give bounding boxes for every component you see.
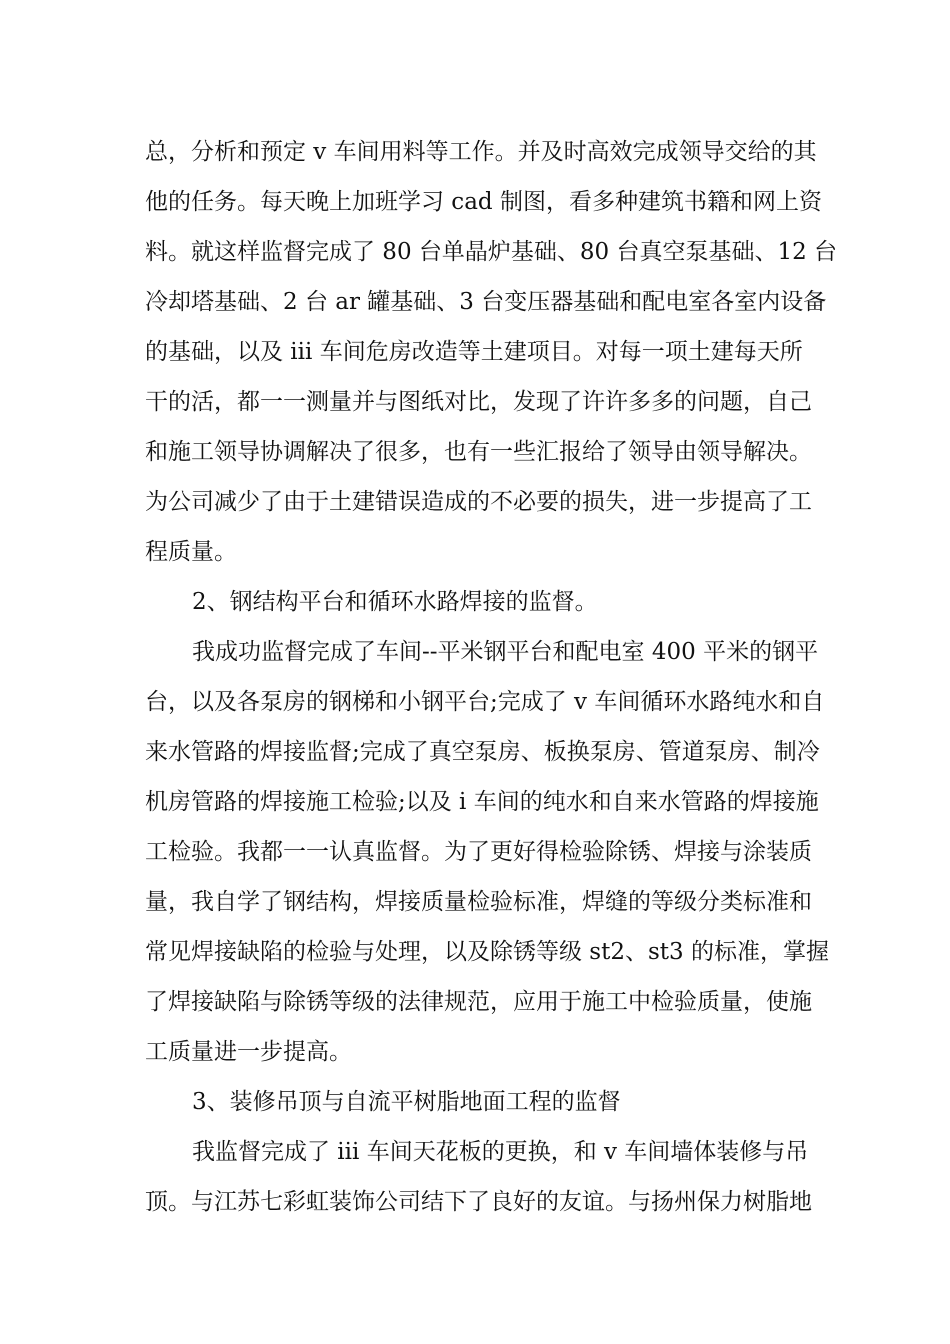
text-line: 机房管路的焊接施工检验;以及 i 车间的纯水和自来水管路的焊接施 [145, 789, 819, 815]
text-line: 总，分析和预定 v 车间用料等工作。并及时高效完成领导交给的其 [145, 139, 817, 165]
text-line: 程质量。 [145, 539, 237, 565]
text-line: 为公司减少了由于土建错误造成的不必要的损失，进一步提高了工 [145, 489, 812, 515]
text-line: 台，以及各泵房的钢梯和小钢平台;完成了 v 车间循环水路纯水和自 [145, 689, 825, 715]
text-line: 工质量进一步提高。 [145, 1039, 352, 1065]
text-line: 我监督完成了 iii 车间天花板的更换，和 v 车间墙体装修与吊 [192, 1139, 809, 1165]
text-line: 了焊接缺陷与除锈等级的法律规范，应用于施工中检验质量，使施 [145, 989, 812, 1015]
section-heading: 2、钢结构平台和循环水路焊接的监督。 [192, 589, 598, 615]
text-line: 来水管路的焊接监督;完成了真空泵房、板换泵房、管道泵房、制冷 [145, 739, 820, 765]
text-line: 冷却塔基础、2 台 ar 罐基础、3 台变压器基础和配电室各室内设备 [145, 289, 827, 315]
text-line: 干的活，都一一测量并与图纸对比，发现了许许多多的问题，自己 [145, 389, 812, 415]
text-line: 料。就这样监督完成了 80 台单晶炉基础、80 台真空泵基础、12 台 [145, 239, 838, 265]
text-line: 量，我自学了钢结构，焊接质量检验标准，焊缝的等级分类标准和 [145, 889, 812, 915]
text-line: 顶。与江苏七彩虹装饰公司结下了良好的友谊。与扬州保力树脂地 [145, 1189, 812, 1215]
text-line: 他的任务。每天晚上加班学习 cad 制图，看多种建筑书籍和网上资 [145, 189, 822, 215]
text-line: 和施工领导协调解决了很多，也有一些汇报给了领导由领导解决。 [145, 439, 812, 465]
text-line: 我成功监督完成了车间--平米钢平台和配电室 400 平米的钢平 [192, 639, 819, 665]
text-line: 工检验。我都一一认真监督。为了更好得检验除锈、焊接与涂装质 [145, 839, 812, 865]
text-line: 常见焊接缺陷的检验与处理，以及除锈等级 st2、st3 的标准，掌握 [145, 939, 829, 965]
text-line: 的基础，以及 iii 车间危房改造等土建项目。对每一项土建每天所 [145, 339, 803, 365]
section-heading: 3、装修吊顶与自流平树脂地面工程的监督 [192, 1089, 621, 1115]
